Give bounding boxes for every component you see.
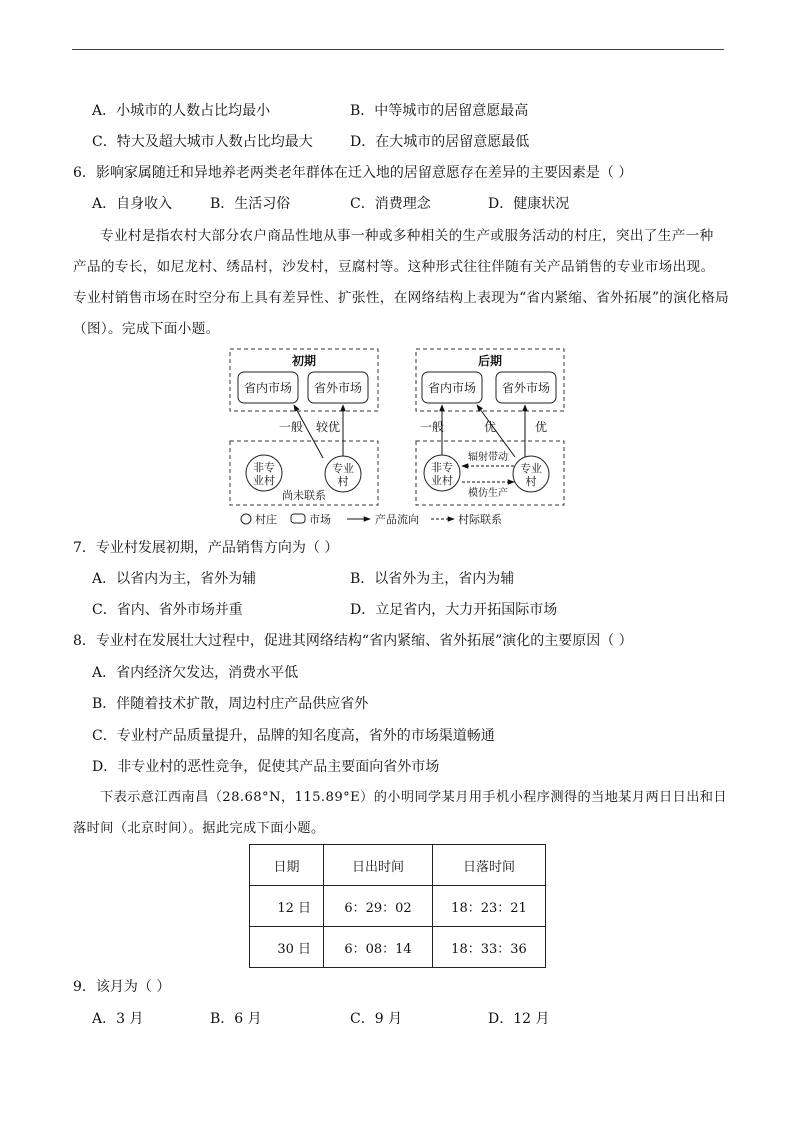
q7-option-c[interactable]: C．省内、省外市场并重 — [92, 602, 243, 618]
q6-option-c[interactable]: C．消费理念 — [350, 196, 431, 212]
q8-option-b[interactable]: B．伴随着技术扩散，周边村庄产品供应省外 — [92, 696, 369, 712]
late-market-out-label: 省外市场 — [501, 381, 551, 395]
table-row — [250, 886, 546, 927]
q8-stem: 8．专业村在发展壮大过程中，促进其网络结构“省内紧缩、省外拓展”演化的主要原因（ ） — [73, 633, 633, 649]
table-cell-sunrise: 6：29：02 — [324, 886, 433, 927]
q5-option-c[interactable]: C．特大及超大城市人数占比均最大 — [92, 134, 313, 150]
table-header-sunset: 日落时间 — [433, 845, 546, 886]
q7-option-b[interactable]: B．以省外为主，省内为辅 — [350, 571, 515, 587]
passage1-line-1: 专业村是指农村大部分农户商品性地从事一种或多种相关的生产或服务活动的村庄，突出了生产一种 — [100, 228, 714, 244]
late-market-in-label: 省内市场 — [427, 381, 477, 395]
table-cell-sunrise: 6：08：14 — [324, 927, 433, 968]
q9-option-d[interactable]: D．12 月 — [488, 1011, 550, 1027]
table-cell-date: 30 日 — [250, 927, 324, 968]
late-arrow-mid-label: 优 — [483, 420, 497, 434]
late-link-top-label: 辐射带动 — [468, 452, 508, 463]
late-link-bottom-label: 模仿生产 — [468, 488, 508, 499]
passage1-line-3: 专业村销售市场在时空分布上具有差异性、扩张性，在网络结构上表现为“省内紧缩、省外拓展”的演化格局 — [73, 290, 730, 306]
q7-stem: 7．专业村发展初期，产品销售方向为（ ） — [73, 540, 339, 556]
q8-option-d[interactable]: D．非专业村的恶性竞争，促使其产品主要面向省外市场 — [92, 759, 440, 775]
table-row — [250, 927, 546, 968]
q9-option-a[interactable]: A．3 月 — [92, 1011, 144, 1027]
late-title: 后期 — [477, 354, 503, 368]
q8-option-c[interactable]: C．专业村产品质量提升，品牌的知名度高，省外的市场渠道畅通 — [92, 728, 495, 744]
table-cell-sunset: 18：23：21 — [433, 886, 546, 927]
late-village-non-l2: 业村 — [431, 474, 453, 487]
early-village-non-l2: 业村 — [253, 474, 275, 487]
q6-stem: 6．影响家属随迁和异地养老两类老年群体在迁入地的居留意愿存在差异的主要因素是（ ） — [73, 165, 633, 181]
table-header-row — [250, 845, 546, 886]
early-market-in-label: 省内市场 — [243, 381, 293, 395]
q5-option-b[interactable]: B．中等城市的居留意愿最高 — [350, 103, 529, 119]
early-market-out-label: 省外市场 — [313, 381, 363, 395]
legend-market-icon — [291, 514, 305, 523]
early-link-label: 尚未联系 — [282, 489, 326, 502]
table-cell-date: 12 日 — [250, 886, 324, 927]
legend-link-label: 村际联系 — [458, 513, 502, 526]
legend-village-icon — [241, 514, 251, 524]
q9-option-b[interactable]: B．6 月 — [210, 1011, 262, 1027]
early-arrow-in-label: 一般 — [278, 420, 304, 434]
legend-flow-label: 产品流向 — [375, 513, 419, 526]
passage1-line-4: （图）。完成下面小题。 — [73, 321, 220, 337]
sunrise-sunset-table — [249, 844, 546, 968]
late-village-non-l1: 非专 — [431, 461, 453, 474]
q9-stem: 9．该月为（ ） — [73, 979, 171, 995]
early-village-non-l1: 非专 — [253, 461, 275, 474]
late-arrow-in-label: 一般 — [419, 420, 445, 434]
table-cell-sunset: 18：33：36 — [433, 927, 546, 968]
q6-option-d[interactable]: D．健康状况 — [488, 196, 570, 212]
q5-option-d[interactable]: D．在大城市的居留意愿最低 — [350, 134, 530, 150]
late-arrow-out-label: 优 — [534, 420, 548, 434]
passage1-line-2: 产品的专长，如尼龙村、绣品村，沙发村，豆腐村等。这种形式往往伴随有关产品销售的专业市场出现。 — [73, 259, 715, 275]
early-village-pro-l1: 专业 — [332, 462, 354, 475]
late-village-pro-l1: 专业 — [520, 462, 542, 475]
early-arrow-out-label: 较优 — [315, 420, 341, 434]
q8-option-a[interactable]: A．省内经济欠发达，消费水平低 — [92, 665, 299, 681]
early-village-pro-l2: 村 — [337, 475, 349, 488]
market-network-diagram — [225, 345, 575, 530]
q7-option-a[interactable]: A．以省内为主，省外为辅 — [92, 571, 257, 587]
q6-option-a[interactable]: A．自身收入 — [92, 196, 173, 212]
passage2-line-1: 下表示意江西南昌（28.68°N，115.89°E）的小明同学某月用手机小程序测得的当地某月两日日出和日 — [100, 790, 727, 805]
q5-option-a[interactable]: A．小城市的人数占比均最小 — [92, 103, 271, 119]
early-title: 初期 — [291, 354, 317, 368]
table-header-sunrise: 日出时间 — [324, 845, 433, 886]
passage2-line-2: 落时间（北京时间）。据此完成下面小题。 — [73, 821, 325, 836]
q7-option-d[interactable]: D．立足省内，大力开拓国际市场 — [350, 602, 558, 618]
q6-option-b[interactable]: B．生活习俗 — [210, 196, 291, 212]
legend-village-label: 村庄 — [255, 513, 277, 526]
q9-option-c[interactable]: C．9 月 — [350, 1011, 403, 1027]
late-village-pro-l2: 村 — [525, 475, 537, 488]
table-header-date: 日期 — [250, 845, 324, 886]
legend-market-label: 市场 — [309, 513, 331, 526]
header-rule — [72, 49, 724, 50]
